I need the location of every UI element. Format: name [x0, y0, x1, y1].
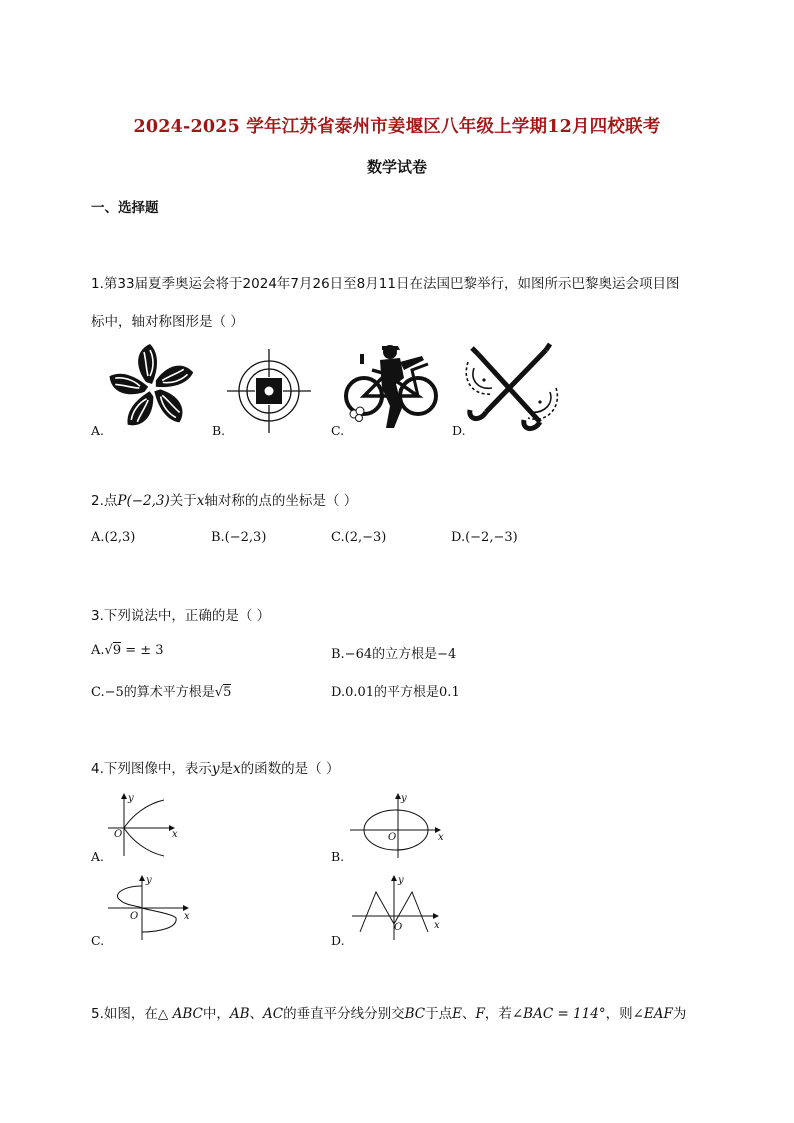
- target-icon: [225, 347, 313, 435]
- q4-label-a: A.: [91, 849, 105, 864]
- svg-text:x: x: [172, 829, 178, 840]
- svg-text:y: y: [398, 875, 404, 886]
- point-p: P(−2,3): [117, 493, 170, 509]
- q2-option-a: A.(2,3): [91, 530, 136, 545]
- question-4-stem: 4.下列图像中，表示y是x的函数的是（ ）: [91, 761, 340, 777]
- svg-text:O: O: [130, 911, 139, 922]
- question-1-stem-line1: 1.第33届夏季奥运会将于2024年7月26日至8月11日在法国巴黎举行，如图所示巴黎奥运会项目图: [91, 276, 680, 292]
- axis-x: x: [196, 493, 205, 509]
- cyclist-icon: [342, 344, 442, 432]
- svg-text:O: O: [394, 922, 403, 933]
- svg-text:y: y: [401, 793, 407, 804]
- q4-label-d: D.: [331, 933, 345, 948]
- q1-label-c: C.: [331, 423, 345, 438]
- q4-label-c: C.: [91, 933, 105, 948]
- q3-option-d: D.0.01的平方根是0.1: [331, 685, 460, 700]
- page-subtitle: 数学试卷: [366, 158, 427, 176]
- q4-graph-a: [106, 790, 186, 860]
- q2-option-c: C.(2,−3): [331, 530, 387, 545]
- svg-text:x: x: [434, 920, 440, 931]
- q1-label-b: B.: [212, 423, 226, 438]
- svg-text:x: x: [184, 911, 190, 922]
- q3-option-b: B.−64的立方根是−4: [331, 647, 457, 662]
- question-5-stem: 5.如图，在△ ABC中，AB、AC的垂直平分线分别交BC于点E、F，若∠BAC = 114°，则∠EAF为: [91, 1006, 687, 1022]
- svg-text:O: O: [114, 829, 123, 840]
- question-1-stem-line2: 标中，轴对称图形是（ ）: [91, 314, 244, 330]
- q2-option-d: D.(−2,−3): [451, 530, 518, 545]
- q3-option-c: C.−5的算术平方根是√5: [91, 685, 232, 700]
- question-3-stem: 3.下列说法中，正确的是（ ）: [91, 608, 271, 624]
- hockey-sticks-icon: [462, 340, 562, 435]
- q1-label-a: A.: [91, 423, 105, 438]
- svg-text:y: y: [128, 793, 134, 804]
- pinwheel-icon: [104, 342, 200, 434]
- page-title: 2024-2025 学年江苏省泰州市姜堰区八年级上学期12月四校联考: [133, 117, 661, 137]
- q4-graph-d: [350, 872, 445, 942]
- svg-text:x: x: [438, 832, 444, 843]
- q4-label-b: B.: [331, 849, 345, 864]
- q4-graph-b: [348, 790, 448, 860]
- svg-text:O: O: [388, 832, 397, 843]
- question-2-stem: 2.点P(−2,3)关于x轴对称的点的坐标是（ ）: [91, 493, 358, 509]
- q2-option-b: B.(−2,3): [211, 530, 267, 545]
- svg-text:y: y: [146, 875, 152, 886]
- section-heading: 一、选择题: [91, 200, 159, 216]
- q4-graph-c: [104, 872, 194, 942]
- q1-label-d: D.: [452, 423, 466, 438]
- q3-option-a: A.√9 = ± 3: [91, 643, 164, 658]
